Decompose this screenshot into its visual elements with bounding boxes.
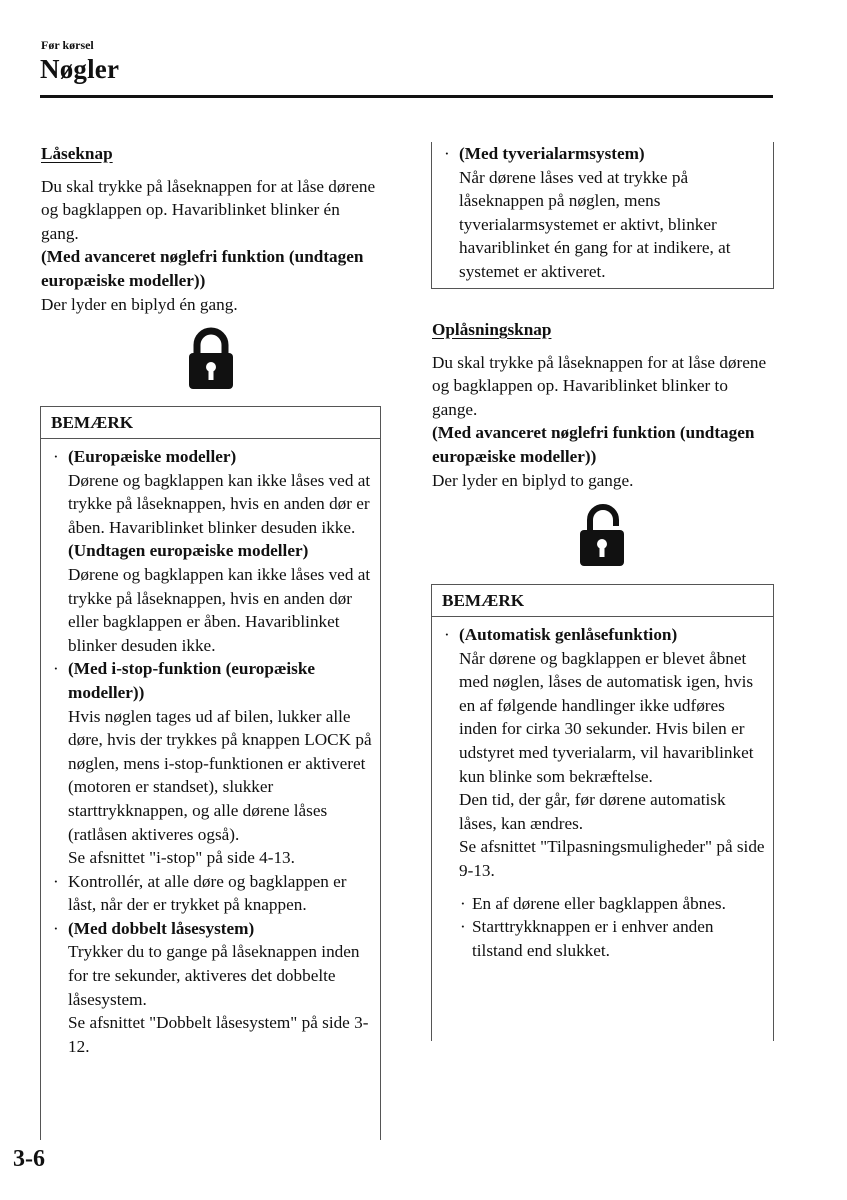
note-title: BEMÆRK	[432, 585, 773, 617]
note-item-text: Når dørene låses ved at trykke på låseknappen på nøglen, mens tyverialarmsystemet er aktivt, blinker havariblinket én gang for at indikere, at systemet er aktiveret.	[459, 167, 731, 281]
note-item-text: Den tid, der går, før dørene automatisk låses, kan ændres.	[459, 790, 726, 833]
note-item-text: Dørene og bagklappen kan ikke låses ved at trykke på låseknappen, hvis en anden dør eller bagklappen er åben. Havariblinket blinker desuden ikke.	[68, 564, 371, 655]
list-item: · (Automatisk genlåsefunktion) Når dørene og bagklappen er blevet åbnet med nøglen, låses de automatisk igen, hvis en af følgende handlinger ikke udføres inden for cirka 30 sekunder. Hvis bilen er udstyret med tyverialarm, vil havariblinket kun blinke som bekræftelse. Den tid, der går, før dørene automatisk låses, kan ændres. Se afsnittet "Tilpasningsmuligheder" på side 9-13.	[444, 623, 765, 883]
note-subitem-text: En af dørene eller bagklappen åbnes.	[472, 893, 726, 913]
note-item-text: Hvis nøglen tages ud af bilen, lukker alle døre, hvis der trykkes på knappen LOCK på nøglen, mens i-stop-funktionen er aktiveret (motoren er standset), slukker starttrykknappen, og alle dørene låses (ratlåsen aktiveres også).	[68, 706, 372, 844]
note-item-title: (Automatisk genlåsefunktion)	[459, 625, 678, 644]
list-item: · Kontrollér, at alle døre og bagklappen er låst, når der er trykket på knappen.	[53, 870, 372, 917]
list-item: · (Med i-stop-funktion (europæiske modeller)) Hvis nøglen tages ud af bilen, lukker alle døre, hvis der trykkes på knappen LOCK på nøglen, mens i-stop-funktionen er aktiveret (motoren er standset), slukker starttrykknappen, og alle dørene låses (ratlåsen aktiveres også). Se afsnittet "i-stop" på side 4-13.	[53, 657, 372, 869]
list-item: · (Europæiske modeller) Dørene og bagklappen kan ikke låses ved at trykke på låseknappen, hvis en anden dør er åben. Havariblinket blinker desuden ikke. (Undtagen europæiske modeller) Dørene og bagklappen kan ikke låses ved at trykke på låseknappen, hvis en anden dør eller bagklappen er åben. Havariblinket blinker desuden ikke.	[53, 445, 372, 657]
note-item-title: (Med i-stop-funktion (europæiske modeller))	[68, 659, 316, 702]
list-item: · En af dørene eller bagklappen åbnes.	[460, 892, 765, 916]
note-item-text: Dørene og bagklappen kan ikke låses ved at trykke på låseknappen, hvis en anden dør er åben. Havariblinket blinker desuden ikke.	[68, 470, 371, 537]
note-box-continued	[431, 142, 774, 289]
right-column	[432, 318, 772, 568]
note-item-title: (Europæiske modeller)	[68, 447, 237, 466]
note-item-reference: Se afsnittet "Tilpasningsmuligheder" på side 9-13.	[459, 837, 765, 880]
lock-button-heading: Låseknap	[41, 144, 113, 163]
unlock-button-heading: Oplåsningsknap	[432, 320, 552, 339]
list-item: · Starttrykknappen er i enhver anden tilstand end slukket.	[460, 915, 765, 962]
note-item-title: (Med tyverialarmsystem)	[459, 144, 645, 163]
lock-intro-text: Du skal trykke på låseknappen for at låse dørene og bagklappen op. Havariblinket blinker én gang.	[41, 176, 376, 243]
note-item-reference: Se afsnittet "i-stop" på side 4-13.	[68, 848, 295, 868]
note-item-reference: Se afsnittet "Dobbelt låsesystem" på side 3-12.	[68, 1013, 369, 1056]
note-item-title: (Med dobbelt låsesystem)	[68, 918, 255, 938]
note-item-text: Trykker du to gange på låseknappen inden for tre sekunder, aktiveres det dobbelte låsesystem.	[68, 942, 360, 1009]
unlock-beep-text: Der lyder en biplyd to gange.	[432, 470, 634, 490]
note-box-unlock	[431, 584, 774, 1041]
lock-closed-icon	[187, 325, 235, 391]
note-item-text: Når dørene og bagklappen er blevet åbnet med nøglen, låses de automatisk igen, hvis en af følgende handlinger ikke udføres inden for cirka 30 sekunder. Hvis bilen er udstyret med tyverialarm, vil havariblinket kun blinke som bekræftelse.	[459, 648, 754, 786]
unlock-intro-text: Du skal trykke på låseknappen for at låse dørene og bagklappen op. Havariblinket blinker to gange.	[432, 352, 767, 419]
list-item: · (Med dobbelt låsesystem) Trykker du to gange på låseknappen inden for tre sekunder, aktiveres det dobbelte låsesystem. Se afsnittet "Dobbelt låsesystem" på side 3-12.	[53, 917, 372, 1059]
unlock-condition-text: (Med avanceret nøglefri funktion (undtagen europæiske modeller))	[432, 423, 755, 466]
list-item: · (Med tyverialarmsystem) Når dørene låses ved at trykke på låseknappen på nøglen, mens tyverialarmsystemet er aktivt, blinker havariblinket én gang for at indikere, at systemet er aktiveret.	[444, 142, 765, 284]
left-column	[41, 142, 376, 391]
lock-condition-text: (Med avanceret nøglefri funktion (undtagen europæiske modeller))	[41, 247, 364, 290]
note-item-title: (Undtagen europæiske modeller)	[68, 541, 309, 561]
lock-open-icon	[578, 502, 626, 568]
note-item-text: Kontrollér, at alle døre og bagklappen er låst, når der er trykket på knappen.	[68, 871, 347, 915]
note-box-lock	[40, 406, 381, 1140]
header-divider	[40, 95, 773, 98]
note-title: BEMÆRK	[41, 407, 380, 439]
page-title: Nøgler	[40, 54, 120, 84]
lock-beep-text: Der lyder en biplyd én gang.	[41, 294, 238, 314]
page-number: 3-6	[13, 1146, 45, 1172]
section-label: Før kørsel	[41, 38, 94, 52]
note-subitem-text: Starttrykknappen er i enhver anden tilstand end slukket.	[472, 917, 714, 960]
